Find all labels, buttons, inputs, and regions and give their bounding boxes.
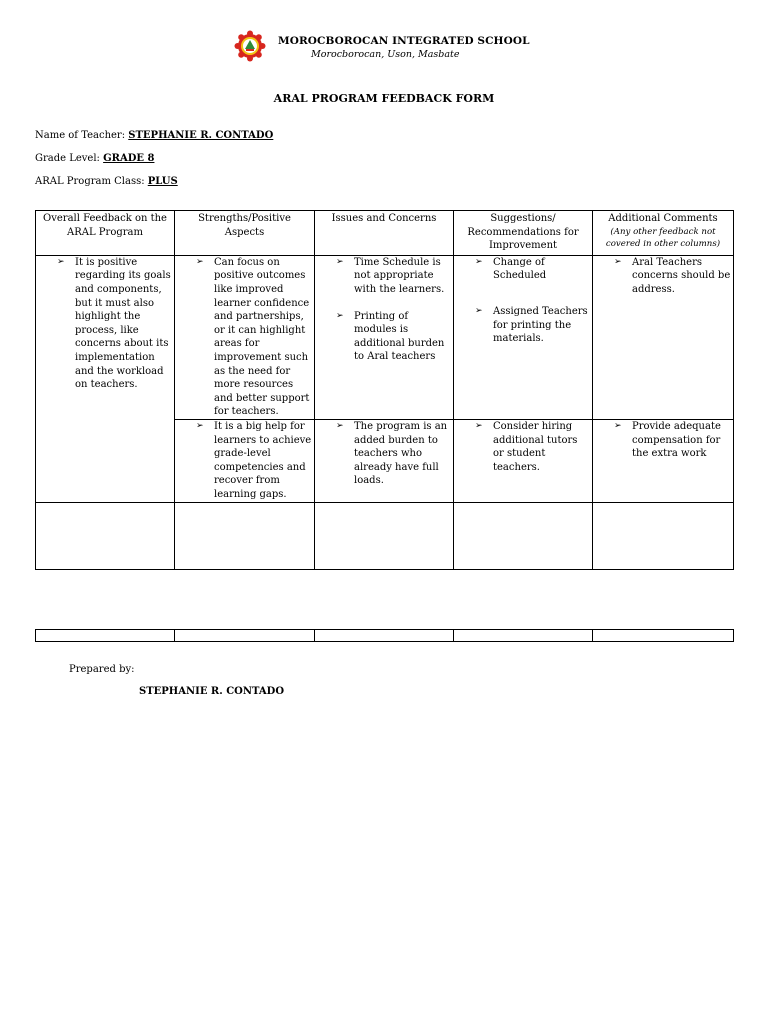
arrow-bullet-icon: ➢ xyxy=(475,256,483,267)
teacher-field xyxy=(35,130,273,141)
header-comments-label: Additional Comments xyxy=(608,213,718,224)
arrow-bullet-icon: ➢ xyxy=(336,420,344,431)
list-item: ➢ The program is an added burden to teachers who already have full loads. xyxy=(336,420,448,487)
list-item: ➢ Printing of modules is additional burden to Aral teachers xyxy=(336,310,445,363)
header-comments-note: (Any other feedback not covered in other columns) xyxy=(605,226,721,249)
arrow-bullet-icon: ➢ xyxy=(196,420,204,431)
empty-cell xyxy=(593,630,734,642)
empty-cell xyxy=(315,630,454,642)
header-strengths: Strengths/Positive Aspects xyxy=(175,211,315,256)
empty-cell xyxy=(454,630,593,642)
arrow-bullet-icon: ➢ xyxy=(614,420,622,431)
class-value: PLUS xyxy=(147,176,178,187)
empty-cell xyxy=(175,630,315,642)
empty-cell xyxy=(454,502,593,569)
grade-label: Grade Level: xyxy=(35,153,104,164)
empty-strip-table xyxy=(35,629,734,642)
comments-cell xyxy=(593,419,734,502)
empty-table-row xyxy=(36,630,734,642)
list-item: ➢ Aral Teachers concerns should be address. xyxy=(614,256,731,295)
empty-cell xyxy=(593,502,734,569)
arrow-bullet-icon: ➢ xyxy=(196,256,204,267)
list-item: ➢ Assigned Teachers for printing the materials. xyxy=(475,305,588,345)
school-header xyxy=(234,30,554,62)
list-item: ➢ Time Schedule is not appropriate with the learners. xyxy=(336,256,445,295)
school-address: Morocborocan, Uson, Masbate xyxy=(311,49,460,60)
form-title: ARAL PROGRAM FEEDBACK FORM xyxy=(273,92,495,105)
suggestions-cell xyxy=(454,419,593,502)
teacher-value: STEPHANIE R. CONTADO xyxy=(128,130,274,141)
list-item: ➢ Change of Scheduled xyxy=(475,256,547,282)
issues-cell xyxy=(315,255,454,419)
table-header-row xyxy=(36,211,734,256)
empty-table-row xyxy=(36,502,734,569)
arrow-bullet-icon: ➢ xyxy=(336,310,344,321)
preparer-name: STEPHANIE R. CONTADO xyxy=(139,686,285,697)
empty-cell xyxy=(36,502,175,569)
header-comments xyxy=(593,211,734,256)
empty-cell xyxy=(315,502,454,569)
empty-cell xyxy=(175,502,315,569)
list-item: ➢ Can focus on positive outcomes like improved learner confidence and partnerships, or it can highlight areas for improvement such as the need for more resources and better support for teachers. xyxy=(196,256,310,418)
header-overall: Overall Feedback on the ARAL Program xyxy=(36,211,175,256)
table-row xyxy=(36,255,734,419)
suggestions-cell xyxy=(454,255,593,419)
class-field xyxy=(35,176,178,187)
strengths-cell xyxy=(175,419,315,502)
list-item: ➢ It is a big help for learners to achieve grade-level competencies and recover from learning gaps. xyxy=(196,420,312,500)
arrow-bullet-icon: ➢ xyxy=(614,256,622,267)
list-item: ➢ Consider hiring additional tutors or student teachers. xyxy=(475,420,578,473)
teacher-label: Name of Teacher: xyxy=(35,130,129,141)
grade-value: GRADE 8 xyxy=(103,153,155,164)
strengths-cell xyxy=(175,255,315,419)
list-item: ➢ It is positive regarding its goals and components, but it must also highlight the process, like concerns about its implementation and the workload on teachers. xyxy=(57,256,171,391)
feedback-table xyxy=(35,210,734,570)
arrow-bullet-icon: ➢ xyxy=(57,256,65,267)
arrow-bullet-icon: ➢ xyxy=(475,420,483,431)
overall-cell xyxy=(36,255,175,502)
list-item: ➢ Provide adequate compensation for the extra work xyxy=(614,420,721,460)
class-label: ARAL Program Class: xyxy=(35,176,148,187)
arrow-bullet-icon: ➢ xyxy=(336,256,344,267)
empty-cell xyxy=(36,630,175,642)
header-issues: Issues and Concerns xyxy=(315,211,454,256)
arrow-bullet-icon: ➢ xyxy=(475,305,483,316)
grade-field xyxy=(35,153,154,164)
comments-cell xyxy=(593,255,734,419)
header-suggestions: Suggestions/ Recommendations for Improvement xyxy=(454,211,593,256)
school-name: MOROCBOROCAN INTEGRATED SCHOOL xyxy=(278,35,530,47)
prepared-by-label: Prepared by: xyxy=(69,664,135,675)
school-logo xyxy=(234,30,266,62)
issues-cell xyxy=(315,419,454,502)
